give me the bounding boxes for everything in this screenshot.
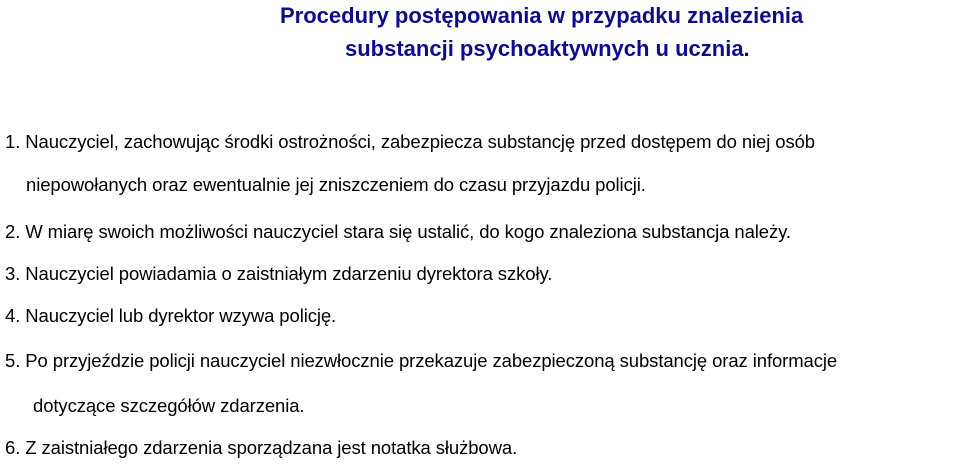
item-text: Nauczyciel powiadamia o zaistniałym zdarzeniu dyrektora szkoły. — [25, 263, 553, 284]
list-item-1 — [5, 131, 815, 153]
item-text: Nauczyciel, zachowując środki ostrożności, zabezpiecza substancję przed dostępem do niej osób — [25, 131, 815, 152]
item-text: W miarę swoich możliwości nauczyciel stara się ustalić, do kogo znaleziona substancja należy. — [25, 221, 791, 242]
list-item-3 — [5, 263, 552, 285]
list-item-6 — [5, 437, 517, 459]
item-text: Z zaistniałego zdarzenia sporządzana jest notatka służbowa. — [25, 437, 518, 458]
list-item-1-continuation: niepowołanych oraz ewentualnie jej zniszczeniem do czasu przyjazdu policji. — [26, 174, 646, 195]
item-text: Nauczyciel lub dyrektor wzywa policję. — [25, 305, 337, 326]
item-text: Po przyjeździe policji nauczyciel niezwłocznie przekazuje zabezpieczoną substancję oraz informacje — [25, 350, 838, 371]
item-number: 6. — [5, 437, 21, 458]
list-item-4 — [5, 305, 336, 327]
item-number: 1. — [5, 131, 21, 152]
item-number: 3. — [5, 263, 21, 284]
item-number: 2. — [5, 221, 21, 242]
list-item-5 — [5, 350, 837, 372]
title-line-1: Procedury postępowania w przypadku znalezienia — [280, 3, 804, 28]
list-item-2 — [5, 221, 791, 243]
item-number: 4. — [5, 305, 21, 326]
item-number: 5. — [5, 350, 21, 371]
list-item-5-continuation: dotyczące szczegółów zdarzenia. — [33, 395, 305, 416]
title-line-2: substancji psychoaktywnych u ucznia. — [345, 36, 750, 61]
